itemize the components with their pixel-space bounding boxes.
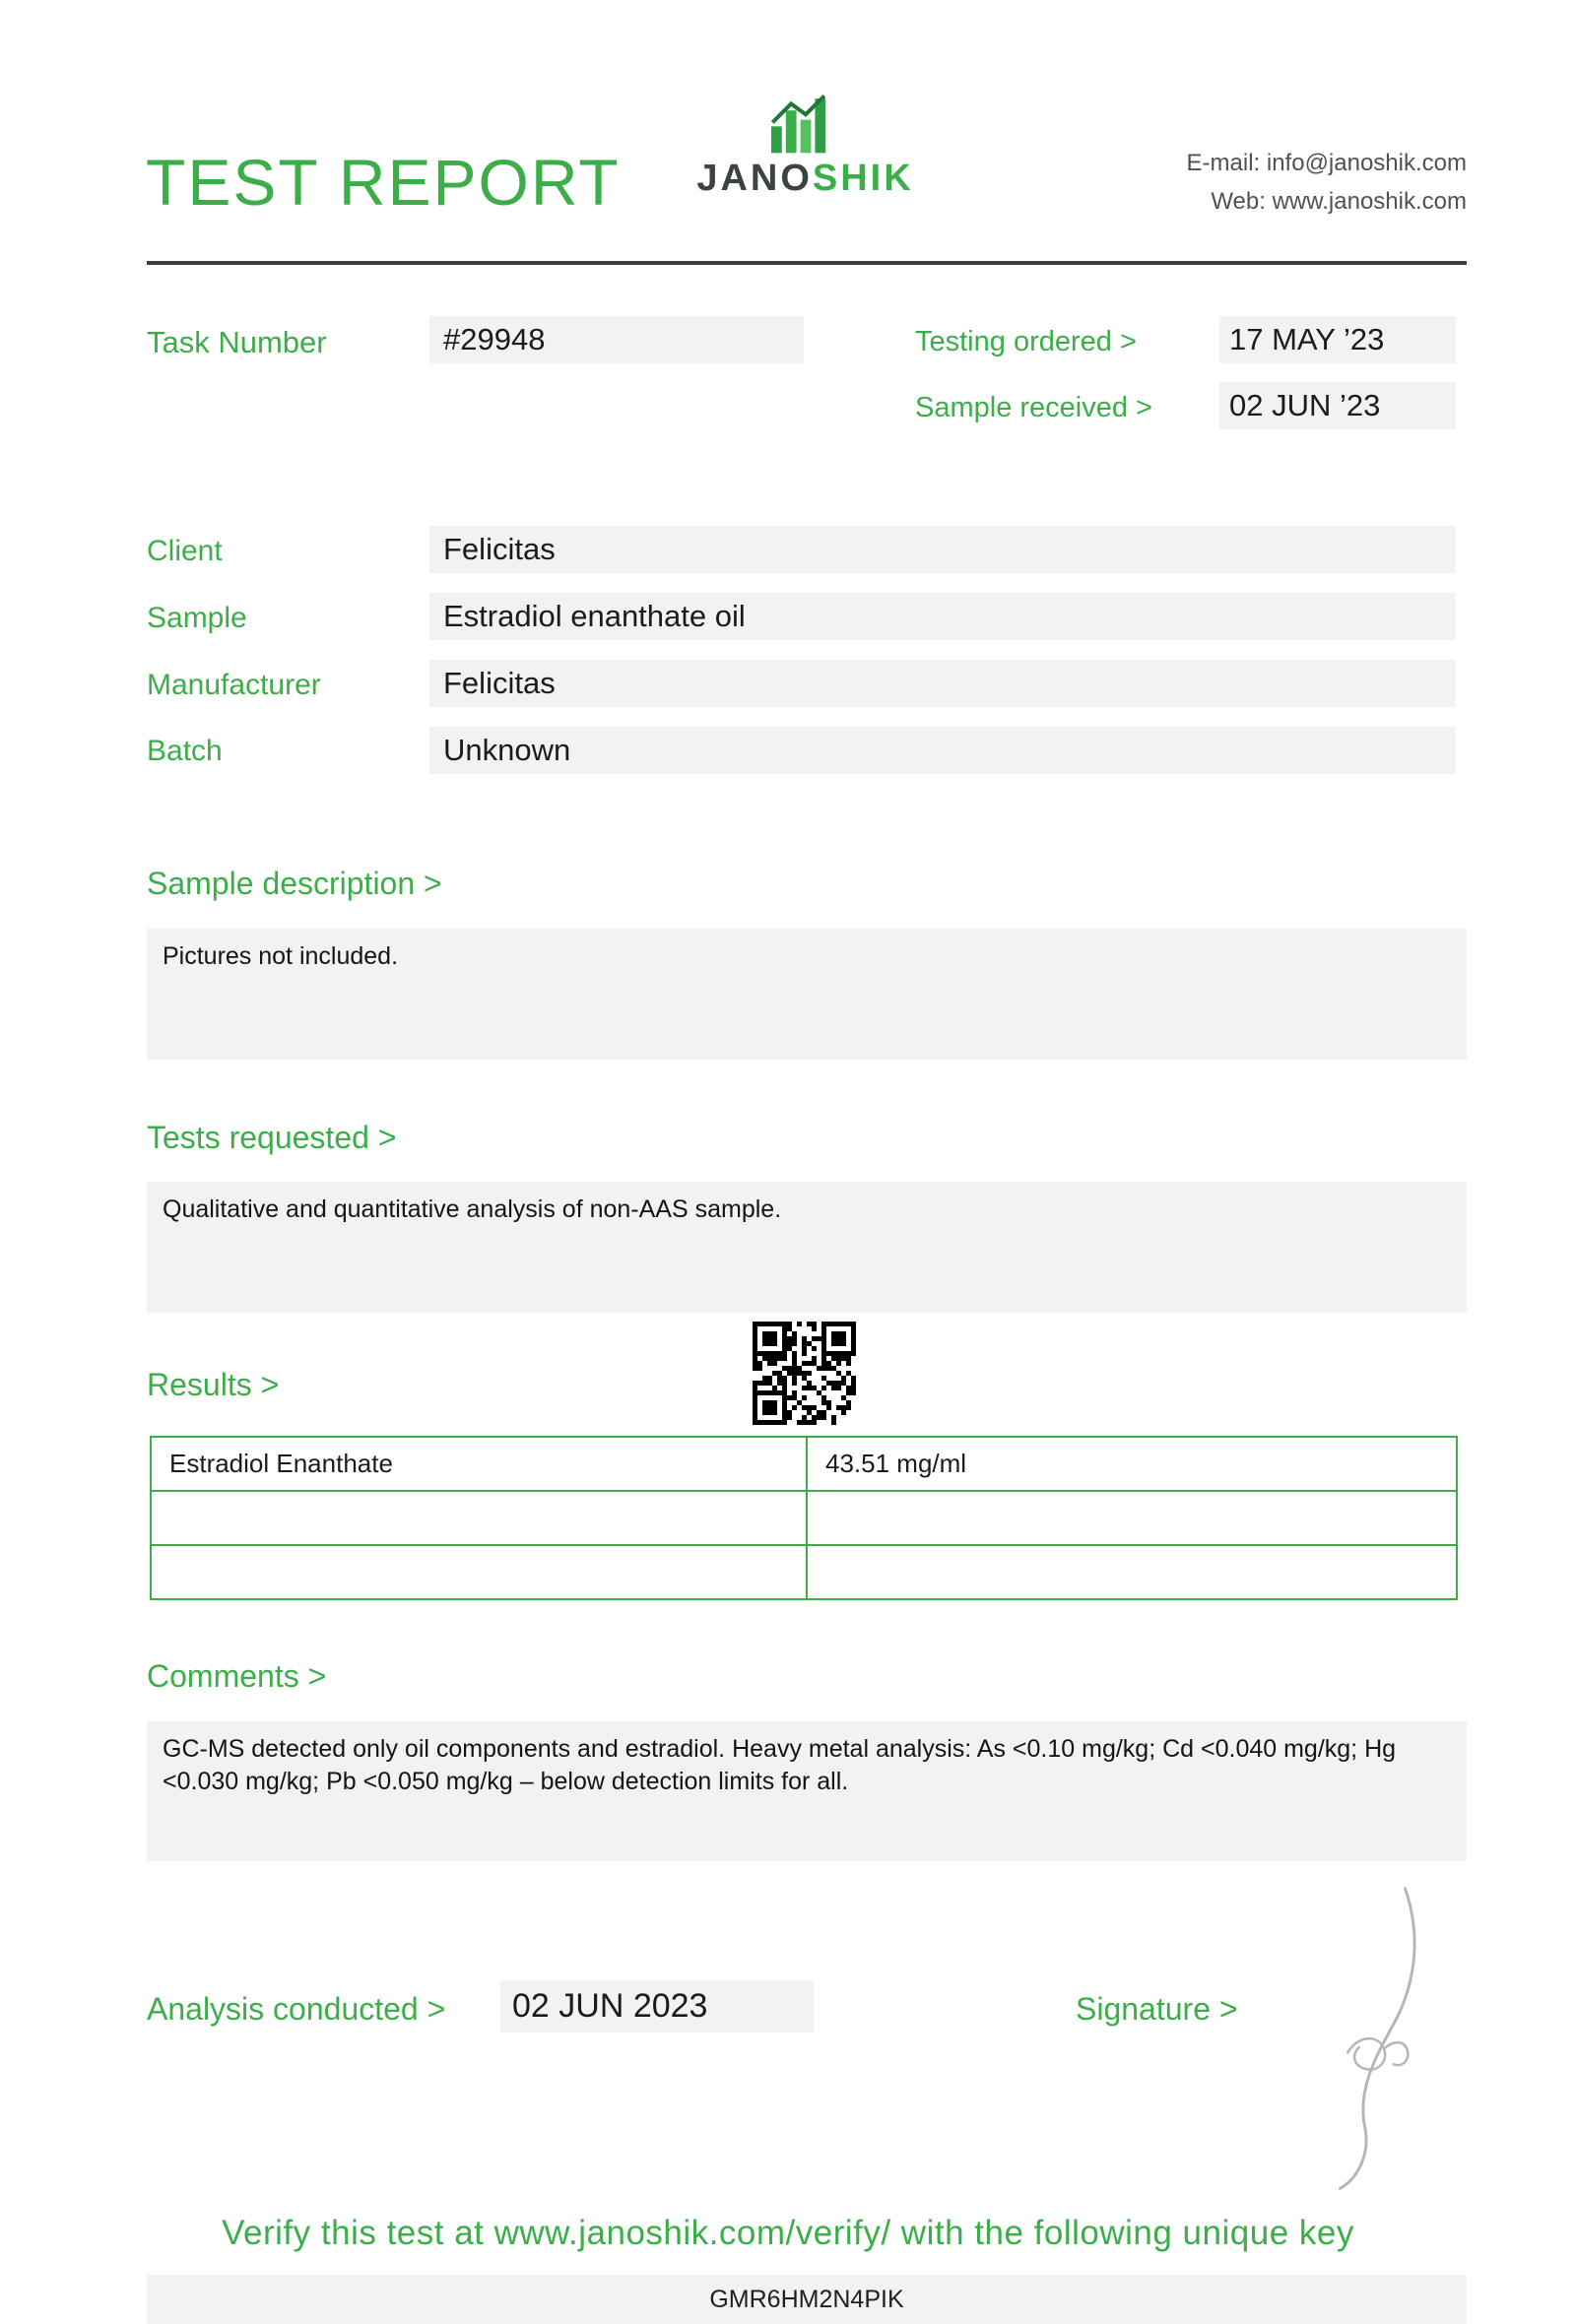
result-value: 43.51 mg/ml [807,1437,1457,1491]
tests-requested-box [147,1182,1467,1313]
results-table [150,1436,1458,1600]
manufacturer-label: Manufacturer [147,669,321,701]
verify-key: GMR6HM2N4PIK [147,2275,1467,2324]
signature-image [1290,1876,1453,2201]
logo-text-shik: SHIK [812,158,914,199]
bar-chart-icon [767,95,844,156]
tests-requested-heading: Tests requested > [147,1120,397,1155]
result-substance: Estradiol Enanthate [151,1437,807,1491]
comments-heading: Comments > [147,1658,327,1694]
task-number-value: #29948 [429,316,804,363]
web-value: www.janoshik.com [1272,188,1467,215]
web-label: Web: [1211,188,1266,215]
contact-info [1187,144,1467,221]
result-substance [151,1545,807,1599]
results-heading: Results > [147,1367,280,1402]
analysis-conducted-label: Analysis conducted > [147,1991,446,2027]
comments-text: GC-MS detected only oil components and estradiol. Heavy metal analysis: As <0.10 mg/kg; Cd <0.040 mg/kg; Hg <0.030 mg/kg; Pb <0.050 mg/kg – below detection limits for all. [163,1735,1397,1795]
analysis-conducted-date: 02 JUN 2023 [500,1980,814,2033]
web-line [1187,182,1467,221]
batch-value: Unknown [429,727,1456,774]
email-label: E-mail: [1186,150,1261,176]
client-value: Felicitas [429,526,1456,573]
logo-text-jano: JANO [696,158,813,199]
batch-label: Batch [147,735,223,767]
result-value [807,1545,1457,1599]
logo [690,95,921,200]
manufacturer-value: Felicitas [429,660,1456,707]
sample-received-label: Sample received > [915,392,1152,423]
sample-description-heading: Sample description > [147,866,442,901]
testing-ordered-date: 17 MAY ’23 [1219,316,1456,363]
email-value: info@janoshik.com [1266,150,1467,176]
email-line [1187,144,1467,182]
signature-label: Signature > [1076,1991,1238,2027]
testing-ordered-label: Testing ordered > [915,326,1137,357]
qr-code [753,1322,856,1425]
comments-box [147,1721,1467,1861]
sample-received-date: 02 JUN ’23 [1219,382,1456,429]
tests-requested-text: Qualitative and quantitative analysis of non-AAS sample. [163,1195,782,1223]
results-row-1 [151,1437,1457,1491]
result-value [807,1491,1457,1545]
result-substance [151,1491,807,1545]
results-row-2 [151,1491,1457,1545]
client-label: Client [147,535,223,567]
task-number-label: Task Number [147,325,327,359]
results-row-3 [151,1545,1457,1599]
header-divider [147,261,1467,265]
sample-description-box [147,929,1467,1060]
logo-text [690,158,921,200]
report-title: TEST REPORT [146,146,621,219]
sample-description-text: Pictures not included. [163,942,399,970]
sample-label: Sample [147,602,247,634]
sample-value: Estradiol enanthate oil [429,593,1456,640]
verify-text: Verify this test at www.janoshik.com/verify/ with the following unique key [222,2214,1354,2252]
